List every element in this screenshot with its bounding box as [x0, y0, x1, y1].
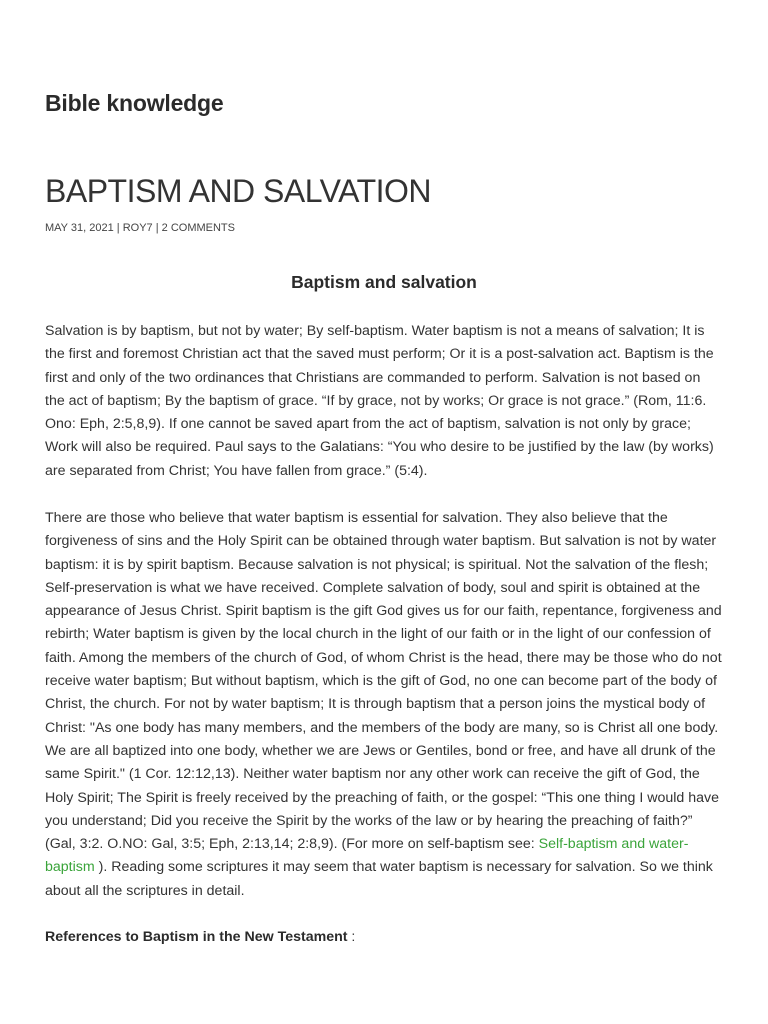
references-colon: : [347, 929, 356, 945]
post-meta [45, 222, 235, 234]
meta-separator: | [152, 222, 162, 234]
post-author-link[interactable]: ROY7 [122, 222, 153, 234]
paragraph-2-text: There are those who believe that water baptism is essential for salvation. They also believe that the forgiveness of sins and the Holy Spirit can be obtained through water baptism. But salvation is not by water baptism: it is by spirit baptism. Because salvation is not physical; is spiritual. Not the salvation of the flesh; Self-preservation is what we have received. Complete salvation of body, soul and spirit is obtained at the appearance of Jesus Christ. Spirit baptism is the gift God gives us for our faith, repentance, forgiveness and rebirth; Water baptism is given by the local church in the light of our faith or in the light of our confession of faith. Among the members of the church of God, of whom Christ is the head, there may be those who do not receive water baptism; But without baptism, which is the gift of God, no one can become part of the body of Christ, the church. For not by water baptism; It is through baptism that a person joins the mystical body of Christ: "As one body has many members, and the members of the body are many, so is Christ all one body. We are all baptized into one body, whether we are Jews or Gentiles, bond or free, and have all drunk of the same Spirit." (1 Cor. 12:12,13). Neither water baptism nor any other work can receive the gift of God, the Holy Spirit; The Spirit is freely received by the preaching of faith, or the gospel: “This one thing I would have you understand; Did you receive the Spirit by the works of the law or by hearing the preaching of faith?” (Gal, 3:2. O.NO: Gal, 3:5; Eph, 2:13,14; 2:8,9). (For more on self-baptism see: [45, 510, 722, 853]
post-title[interactable]: BAPTISM AND SALVATION [45, 173, 432, 209]
meta-separator: | [113, 222, 123, 234]
references-heading-text: References to Baptism in the New Testament [45, 929, 348, 945]
post-comments-link[interactable]: 2 COMMENTS [161, 222, 235, 234]
references-heading [45, 926, 355, 949]
paragraph-2-text-end: ). Reading some scriptures it may seem that water baptism is necessary for salvation. So we think about all the scriptures in detail. [45, 859, 713, 899]
paragraph-2 [45, 507, 723, 903]
self-baptism-link[interactable]: Self-baptism and water-baptism [45, 836, 689, 876]
site-title[interactable]: Bible knowledge [45, 90, 224, 116]
article-subheading: Baptism and salvation [291, 272, 477, 292]
paragraph-1: Salvation is by baptism, but not by water; By self-baptism. Water baptism is not a means of salvation; It is the first and foremost Christian act that the saved must perform; Or it is a post-salvation act. Baptism is the first and only of the two ordinances that Christians are commanded to perform. Salvation is not based on the act of baptism; By the baptism of grace. “If by grace, not by works; Or grace is not grace.” (Rom, 11:6. Ono: Eph, 2:5,8,9). If one cannot be saved apart from the act of baptism, salvation is not only by grace; Work will also be required. Paul says to the Galatians: “You who desire to be justified by the law (by works) are separated from Christ; You have fallen from grace.” (5:4). [45, 323, 714, 479]
post-date-link[interactable]: MAY 31, 2021 [45, 222, 114, 234]
